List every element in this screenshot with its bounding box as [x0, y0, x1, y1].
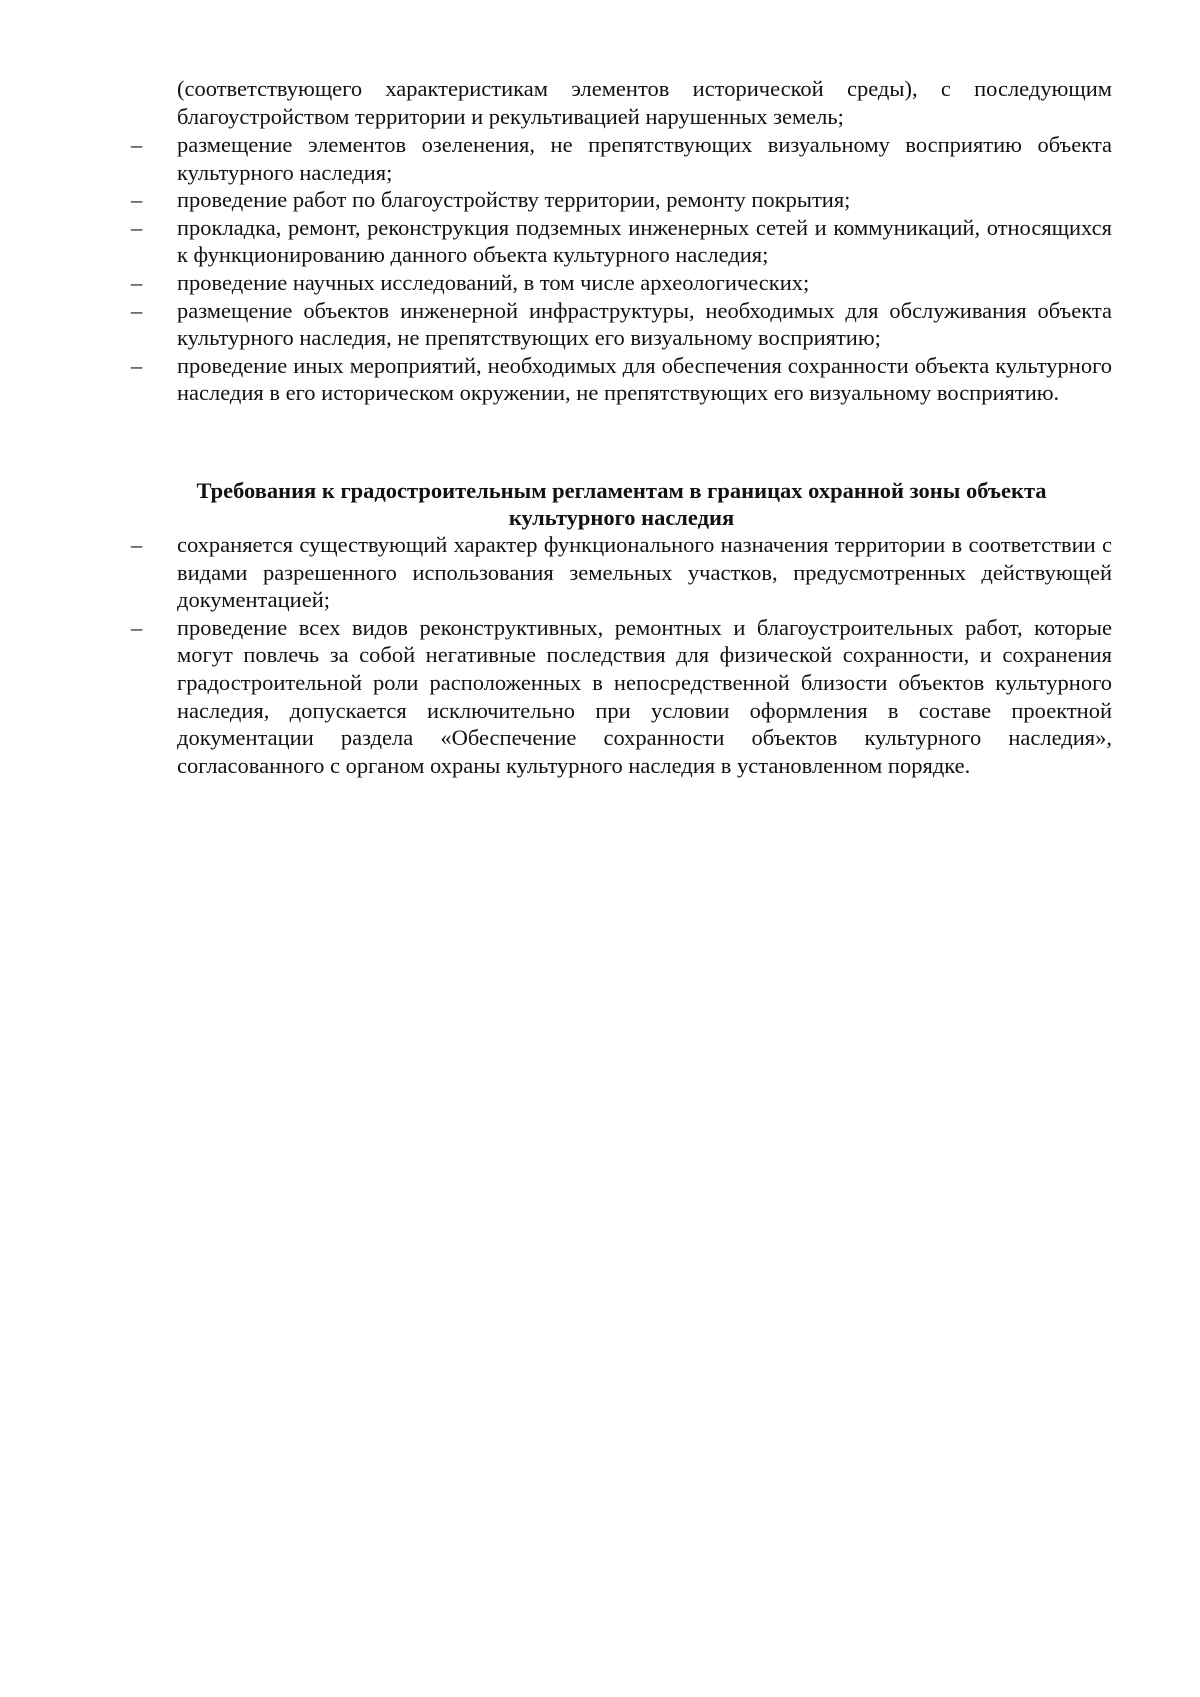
list-item-text: проведение всех видов реконструктивных, ремонтных и благоустроительных работ, которые могут повлечь за собой негативные последствия для физической сохранности, и сохранения градостроительной роли расположенных в непосредственной близости объектов культурного наследия, допускается исключительно при условии оформления в составе проектной документации раздела «Обеспечение сохранности объектов культурного наследия», согласованного с органом охраны культурного наследия в установленном порядке. [177, 614, 1112, 778]
list-item-text: проведение работ по благоустройству территории, ремонту покрытия; [177, 187, 851, 213]
section-heading [131, 477, 1112, 531]
list-item-text: размещение объектов инженерной инфраструктуры, необходимых для обслуживания объекта культурного наследия, не препятствующих его визуальному восприятию; [177, 297, 1112, 351]
section-heading-line: Требования к градостроительным регламентам в границах охранной зоны объекта [196, 478, 1047, 503]
list-item-text: сохраняется существующий характер функционального назначения территории в соответствии с видами разрешенного использования земельных участков, предусмотренных действующей документацией; [177, 532, 1112, 613]
list-item-text: размещение элементов озеленения, не препятствующих визуальному восприятию объекта культурного наследия; [177, 132, 1112, 185]
list-item-text: прокладка, ремонт, реконструкция подземных инженерных сетей и коммуникаций, относящихся к функционированию данного объекта культурного наследия; [177, 214, 1112, 268]
list-item [131, 531, 1112, 614]
list-item-text: проведение научных исследований, в том числе археологических; [177, 269, 810, 295]
dash-bullet: – [131, 614, 143, 640]
list-item-text: проведение иных мероприятий, необходимых для обеспечения сохранности объекта культурного наследия в его историческом окружении, не препятствующих его визуальному восприятию. [177, 352, 1112, 406]
list-item [131, 269, 1112, 297]
intro-text: (соответствующего характеристикам элементов исторической среды), с последующим благоустройством территории и рекультивацией нарушенных земель; [177, 76, 1112, 129]
permitted-activities-list [131, 131, 1112, 407]
list-item [131, 297, 1112, 352]
intro-paragraph [177, 75, 1112, 130]
dash-bullet: – [131, 297, 143, 323]
list-item [131, 614, 1112, 780]
dash-bullet: – [131, 214, 143, 240]
list-item [131, 352, 1112, 407]
section-heading-line: культурного наследия [508, 505, 735, 530]
dash-bullet: – [131, 352, 143, 378]
dash-bullet: – [131, 187, 143, 213]
list-item [131, 214, 1112, 269]
dash-bullet: – [131, 132, 143, 157]
dash-bullet: – [131, 532, 143, 557]
zoning-requirements-list [131, 531, 1112, 779]
list-item [131, 186, 1112, 214]
list-item [131, 131, 1112, 186]
dash-bullet: – [131, 269, 143, 295]
